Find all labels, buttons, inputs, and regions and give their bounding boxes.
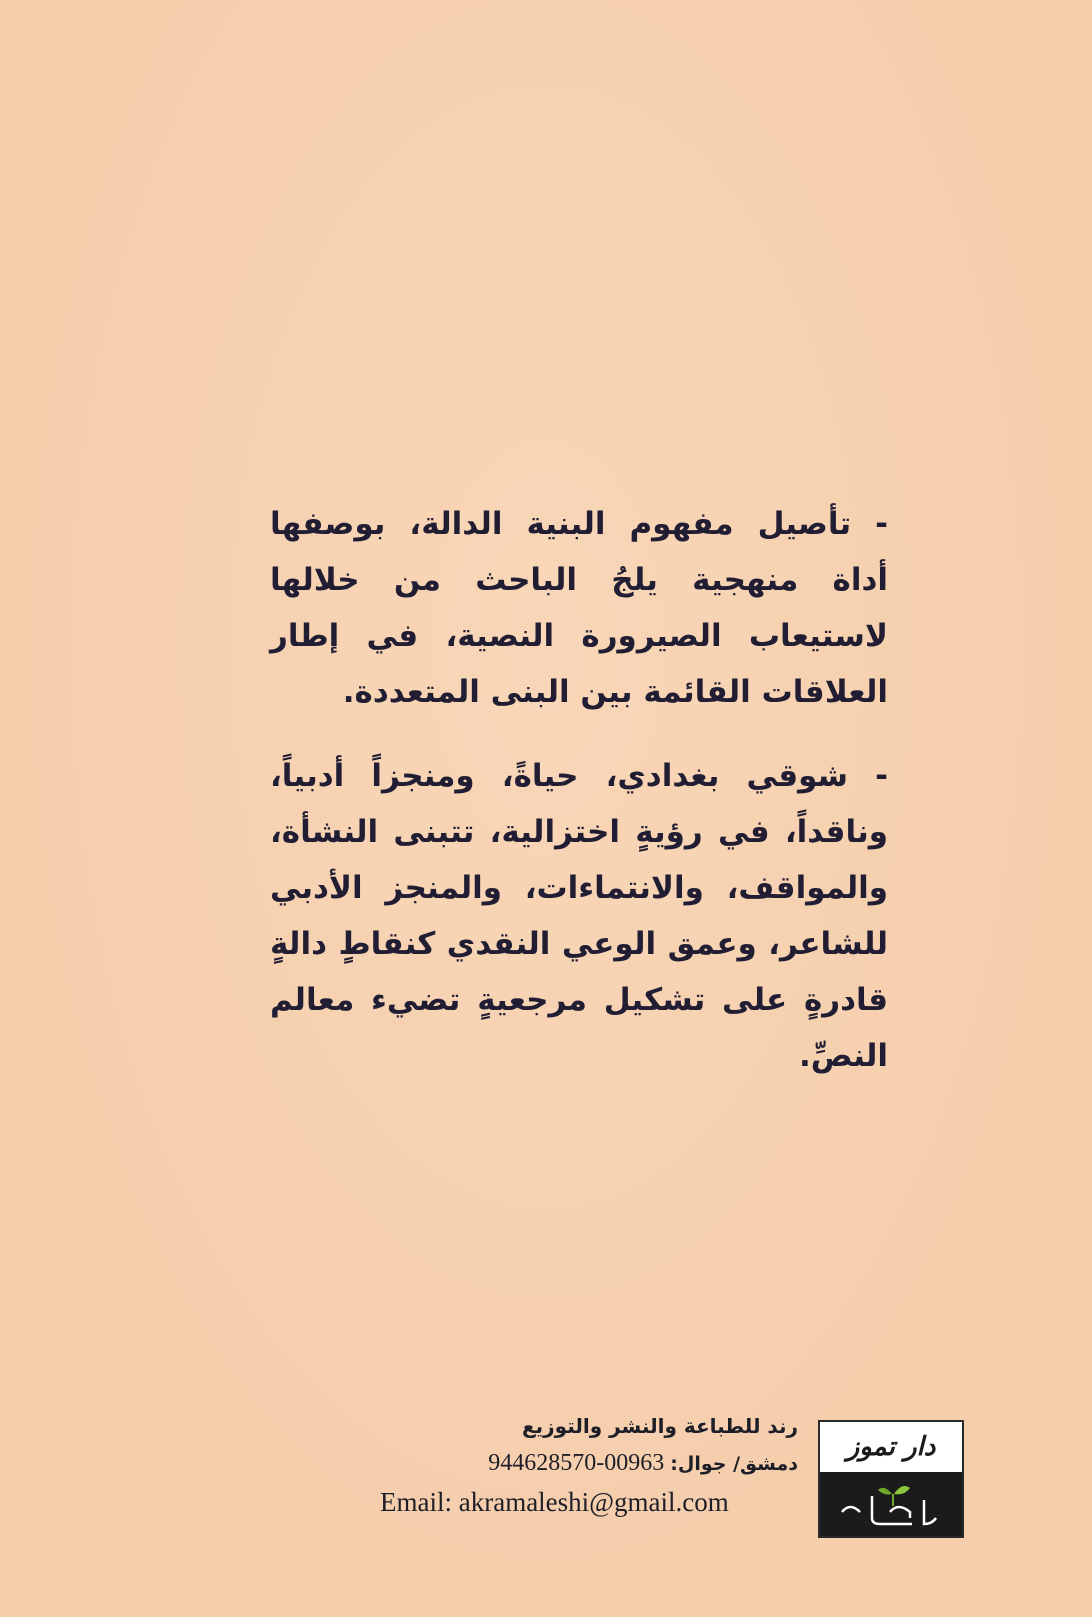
publisher-logo	[818, 1420, 964, 1538]
blurb-paragraph-2: - شوقي بغدادي، حياةً، ومنجزاً أدبياً، وناقداً، في رؤيةٍ اختزالية، تتبنى النشأة، والمواقف، والانتماءات، والمنجز الأدبي للشاعر، وعمق الوعي النقدي كنقاطٍ دالةٍ قادرةٍ على تشكيل مرجعيةٍ تضيء معالم النصِّ.	[270, 758, 888, 1074]
publisher-phone	[380, 1444, 810, 1483]
blurb-text-block	[270, 496, 888, 1112]
publisher-email: Email: akramaleshi@gmail.com	[380, 1487, 729, 1517]
publisher-info	[380, 1408, 810, 1521]
publisher-name: رند للطباعة والنشر والتوزيع	[521, 1414, 798, 1438]
rand-logo-icon	[820, 1472, 962, 1536]
logo-rand-mark	[820, 1472, 962, 1536]
logo-publisher-name: دار تموز	[820, 1422, 962, 1472]
blurb-paragraph-1: - تأصيل مفهوم البنية الدالة، بوصفها أداة منهجية يلجُ الباحث من خلالها لاستيعاب الصيرورة النصية، في إطار العلاقات القائمة بين البنى المتعددة.	[270, 506, 888, 710]
phone-label: دمشق/ جوال:	[670, 1453, 798, 1475]
phone-number: 00963-944628570	[488, 1450, 665, 1476]
